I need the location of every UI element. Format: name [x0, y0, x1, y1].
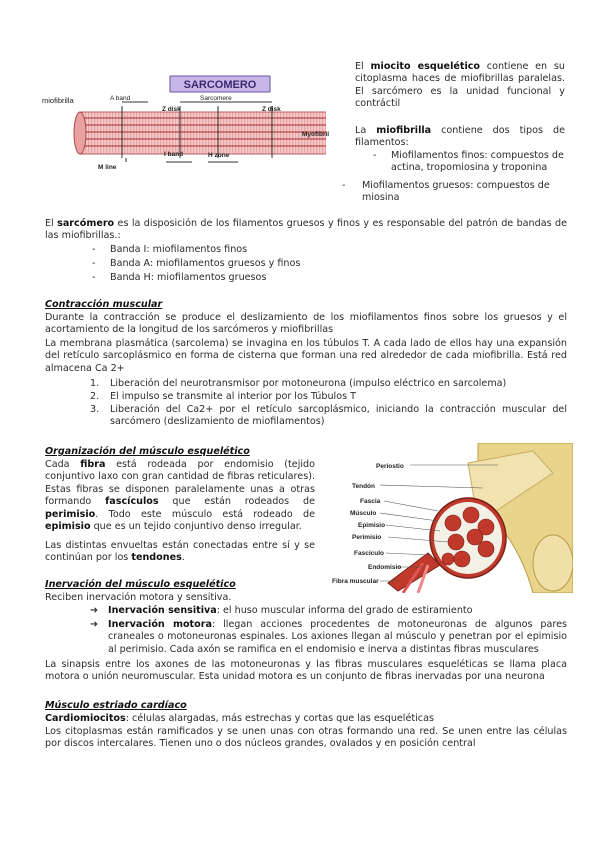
miofibrilla-paragraph: La miofibrilla contiene dos tipos de filamentos:: [355, 125, 565, 149]
step-number-1: 1.: [90, 378, 100, 389]
sarcomero-bold: sarcómero: [57, 218, 115, 229]
step-text-3: Liberación del Ca2+ por el retículo sarcoplásmico, iniciando la contracción muscular del sarcómero (deslizamiento de miofilamentos): [110, 404, 567, 428]
sarcomere-figure: [40, 66, 340, 171]
inervacion-paragraph-2: La sinapsis entre los axones de las motoneuronas y las fibras musculares esqueléticas se llama placa motora o unión neuromuscular. Esta unidad motora es un conjunto de fibras inervadas por una neurona: [45, 659, 567, 683]
label-h-zone: H zone: [208, 152, 230, 159]
fasciculos-bold: fascículos: [105, 496, 159, 508]
miocito-bold: miocito esquelético: [370, 61, 481, 72]
label-fasciculo: Fascículo: [354, 550, 384, 557]
label-sarcomere: Sarcomere: [200, 95, 232, 102]
filament-dash-2: -: [342, 180, 346, 191]
filament-item-2: Miofilamentos gruesos: compuestos de miosina: [362, 180, 550, 204]
fibra-bold: fibra: [80, 459, 106, 470]
sarcomero-paragraph: El sarcómero es la disposición de los filamentos gruesos y finos y es responsable del patrón de bandas de las miofibrillas.:: [45, 218, 567, 242]
muscle-anatomy-figure: [328, 443, 573, 593]
organizacion-paragraph-1: Cada fibra está rodeada por endomisio (tejido conjuntivo laxo con gran cantidad de fibras reticulares). Estas fibras se disponen paralelamente unas a otras formando fascículos que están rodeados de perimisio. Todo este músculo está rodeado de epimisio que es un tejido conjuntivo denso irregular.: [45, 459, 315, 533]
cardiomiocitos-bold: Cardiomiocitos: [45, 713, 126, 724]
cardiomiocitos-line: Cardiomiocitos: células alargadas, más estrechas y cortas que las esqueléticas: [45, 713, 434, 724]
label-fibra-muscular: Fibra muscular: [332, 578, 379, 585]
banda-dash-3: -: [92, 272, 96, 283]
sarcomere-title: SARCOMERO: [183, 79, 257, 91]
organizacion-heading: Organización del músculo esquelético: [45, 446, 250, 457]
epimisio-bold: epimisio: [45, 521, 91, 533]
label-periostio: Periostio: [376, 463, 404, 470]
step-text-2: El impulso se transmite al interior por los Túbulos T: [110, 391, 356, 402]
banda-dash-2: -: [92, 258, 96, 269]
miofibrilla-bold: miofibrilla: [376, 125, 432, 136]
label-fascia: Fascia: [360, 498, 381, 505]
miocito-paragraph: El miocito esquelético contiene en su citoplasma haces de miofibrillas paralelas. El sarcómero es la unidad funcional y contráctil: [355, 61, 565, 110]
label-perimisio: Perimisio: [352, 534, 382, 541]
arrow-icon-1: ➔: [90, 605, 99, 616]
label-tendon: Tendón: [352, 483, 375, 490]
label-epimisio: Epimisio: [358, 522, 386, 529]
perimisio-bold: perimisio: [45, 508, 96, 520]
inervacion-sensitiva-item: Inervación sensitiva: el huso muscular informa del grado de estiramiento: [108, 605, 473, 616]
banda-dash-1: -: [92, 244, 96, 255]
cardiaco-paragraph-2: Los citoplasmas están ramificados y se unen unas con otras formando una red. Se unen entre las células por discos intercalares. Tienen uno o dos núcleos grandes, ovalados y en posición central: [45, 726, 567, 750]
step-number-2: 2.: [90, 391, 100, 402]
label-a-band: A band: [110, 95, 131, 102]
step-text-1: Liberación del neurotransmisor por motoneurona (impulso eléctrico en sarcolema): [110, 378, 507, 389]
banda-item-3: Banda H: miofilamentos gruesos: [110, 272, 267, 283]
label-myofibril: Myofibril: [302, 131, 330, 138]
label-endomisio: Endomisio: [368, 564, 402, 571]
inervacion-heading: Inervación del músculo esquelético: [45, 579, 236, 590]
inervacion-intro: Reciben inervación motora y sensitiva.: [45, 592, 232, 603]
contraccion-paragraph-1: Durante la contracción se produce el deslizamiento de los miofilamentos finos sobre los gruesos y el acortamiento de la longitud de los sarcómeros y miofibrillas: [45, 312, 567, 336]
filament-dash-1: -: [373, 150, 377, 161]
label-m-line: M line: [98, 164, 117, 171]
banda-item-1: Banda I: miofilamentos finos: [110, 244, 248, 255]
contraccion-paragraph-2: La membrana plasmática (sarcolema) se invagina en los túbulos T. A cada lado de ellos hay una expansión del retículo sarcoplásmico en forma de cisterna que forman una red alrededor de cada miofibrilla. Está red almacena Ca 2+: [45, 338, 567, 374]
filament-item-1: Miofilamentos finos: compuestos de actina, tropomiosina y troponina: [391, 150, 564, 174]
inervacion-motora-item: Inervación motora: llegan acciones procedentes de motoneuronas de algunos pares craneales o motoneuronas espinales. Los axiones llegan al músculo y penetran por el epimisio al perimisio. Cada axón se ramifica en el endomisio e inerva a distintas fibras musculares: [108, 619, 567, 655]
step-number-3: 3.: [90, 404, 100, 415]
arrow-icon-2: ➔: [90, 619, 99, 630]
organizacion-paragraph-2: Las distintas envueltas están conectadas entre sí y se continúan por los tendones.: [45, 540, 315, 564]
tendones-bold: tendones: [131, 552, 182, 564]
label-z-disk-left: Z disk: [162, 106, 181, 113]
label-miofibrilla: miofibrilla: [42, 96, 74, 105]
label-z-disk-right: Z disk: [262, 106, 281, 113]
cardiaco-heading: Músculo estriado cardíaco: [45, 700, 187, 711]
contraccion-heading: Contracción muscular: [45, 299, 163, 310]
label-i-band: I band: [164, 151, 184, 158]
banda-item-2: Banda A: miofilamentos gruesos y finos: [110, 258, 301, 269]
label-musculo: Músculo: [350, 510, 377, 517]
